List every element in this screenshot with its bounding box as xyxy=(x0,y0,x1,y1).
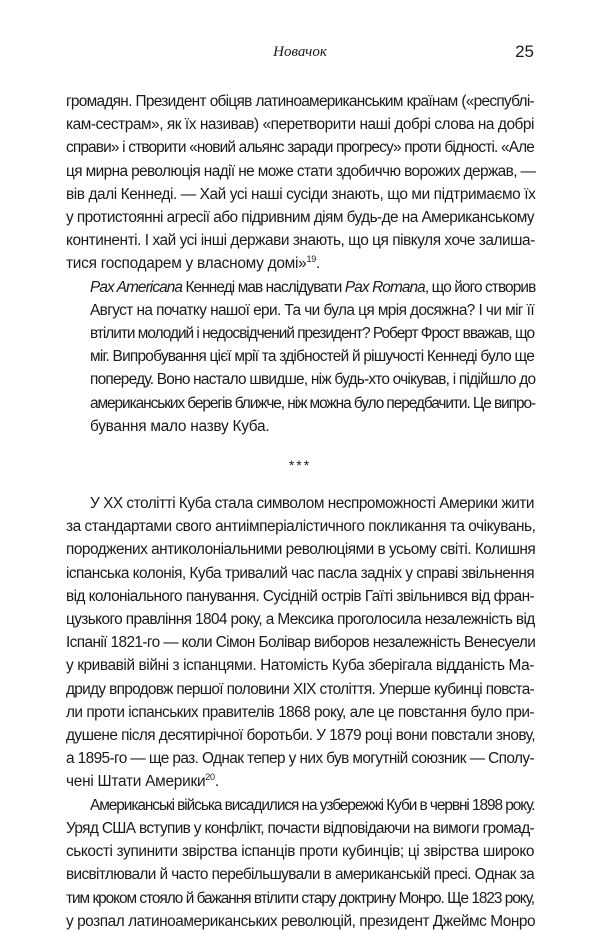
section-separator: *** xyxy=(288,457,312,474)
text-line: справи» і створити «новий альянс заради прогресу» проти бідності. «Але xyxy=(66,139,534,157)
text-line: міг. Випробування цієї мрії та здібностей й рішучості Кеннеді було ще xyxy=(90,348,534,366)
paragraph-1 xyxy=(66,90,534,276)
text-line: ськості зупинити звірства іспанців проти кубинців; ці звірства широко xyxy=(66,843,534,861)
paragraph-2 xyxy=(66,276,534,438)
running-head xyxy=(66,42,534,64)
text-line: породжених антиколоніальними революціями в усьому світі. Колишня xyxy=(66,541,536,559)
text-line: У XX столітті Куба стала символом неспроможності Америки жити xyxy=(90,495,534,513)
text-line: Уряд США вступив у конфлікт, почасти відповідаючи на вимоги громад- xyxy=(66,819,534,837)
paragraph-3 xyxy=(66,492,534,794)
footnote-ref-20[interactable]: 20 xyxy=(205,772,215,783)
text-line: ли проти іспанських правителів 1868 року, але це повстання було при- xyxy=(66,703,534,721)
text-line: вів далі Кеннеді. — Хай усі наші сусіди знають, що ми підтримаємо їх xyxy=(66,185,536,203)
text-line: американських берегів ближче, ніж можна було передбачити. Це випро- xyxy=(90,394,536,412)
page-number: 25 xyxy=(515,42,534,61)
text-line: громадян. Президент обіцяв латиноамериканським країнам («республі- xyxy=(66,93,534,110)
emphasis: Pax Americana xyxy=(90,278,183,296)
emphasis: Pax Romana xyxy=(344,278,425,296)
text-fragment: , що його створив xyxy=(424,278,536,296)
text-line: Іспанії 1821-го — коли Сімон Болівар виборов незалежність Венесуели xyxy=(66,634,536,652)
text-fragment: Кеннеді мав наслідувати xyxy=(182,278,345,296)
text-line: чені Штати Америки$^{20}$. xyxy=(66,772,219,791)
text-line: у розпал латиноамериканських революцій, президент Джеймс Монро xyxy=(66,912,536,930)
text-line: бування мало назву Куба. xyxy=(90,417,270,435)
text-fragment: чені Штати Америки xyxy=(66,773,206,791)
text-line: за стандартами свого антиімперіалістичного покликання та очікувань, xyxy=(66,518,536,536)
text-line: іспанська колонія, Куба тривалий час пасла задніх у справі звільнення xyxy=(66,564,534,582)
text-line: у кривавій війні з іспанцями. Натомість Куба зберігала відданість Ма- xyxy=(66,657,534,675)
chapter-title: Новачок xyxy=(273,44,327,60)
text-line: висвітлювали й часто перебільшували в американській пресі. Однак за xyxy=(66,866,534,884)
paragraph-4 xyxy=(66,794,534,933)
text-line: тися господарем у власному домі»$^{19}$. xyxy=(66,254,321,273)
text-line: у протистоянні агресії або підривним діям будь-де на Американському xyxy=(66,209,535,227)
text-line: Август на початку нашої ери. Та чи була ця мрія досяжна? І чи міг її xyxy=(90,301,534,319)
text-line: ця мирна революція надії не може стати здобиччю ворожих держав, — xyxy=(66,162,536,180)
text-line: континенті. І хай усі інші держави знають, що ця півкуля хоче залиша- xyxy=(66,232,535,250)
footnote-ref-19[interactable]: 19 xyxy=(306,254,316,265)
text-fragment: тися господарем у власному домі» xyxy=(66,255,307,273)
text-line: тим кроком стояло й бажання втілити стару доктрину Монро. Ще 1823 року, xyxy=(66,889,534,907)
text-line: цузького правління 1804 року, а Мексика проголосила незалежність від xyxy=(66,611,535,629)
text-line: душене після десятирічної боротьби. У 1879 році вони повстали знову, xyxy=(66,727,535,745)
text-line xyxy=(66,276,534,299)
text-line: втілити молодий і недосвідчений президент? Роберт Фрост вважав, що xyxy=(90,325,535,343)
text-line: Американські війська висадилися на узбережжі Куби в червні 1898 року. xyxy=(90,796,535,814)
text-line: кам-сестрам», як їх називав) «перетворити наші добрі слова на добрі xyxy=(66,116,534,134)
text-line: а 1895-го — ще раз. Однак тепер у них був могутній союзник — Сполу- xyxy=(66,750,534,768)
text-line: попереду. Воно настало швидше, ніж будь-хто очікував, і підійшло до xyxy=(90,371,536,389)
text-line: від колоніального панування. Сусідній острів Гаїті звільнився від фран- xyxy=(66,587,534,605)
body-text xyxy=(66,90,534,933)
text-line: дриду впродовж першої половини XIX століття. Уперше кубинці повста- xyxy=(66,680,534,698)
